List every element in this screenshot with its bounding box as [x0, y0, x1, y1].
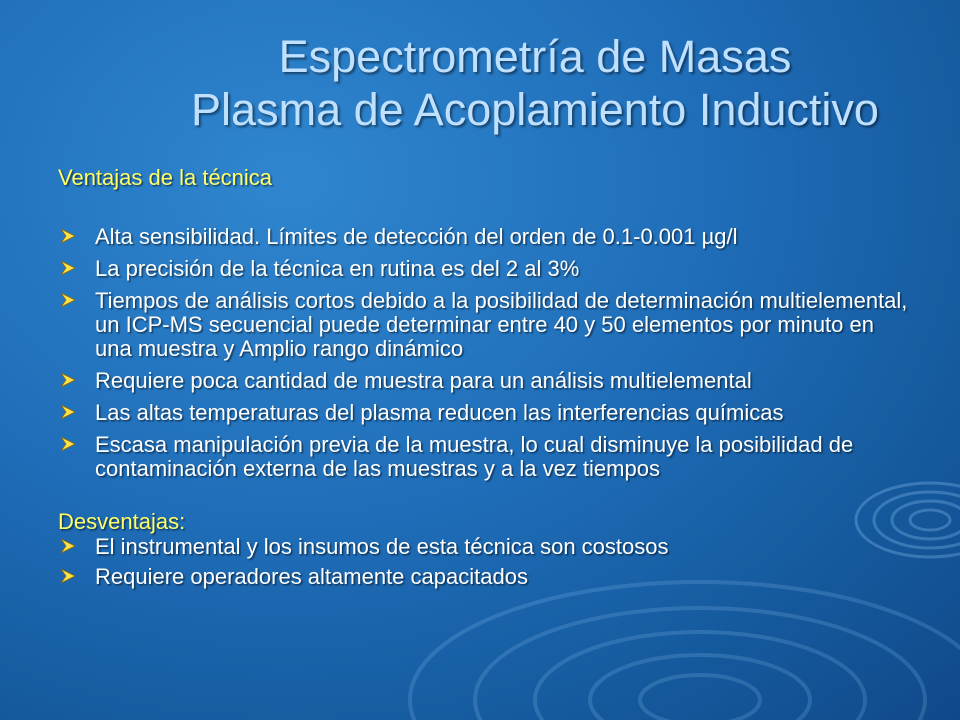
- list-item: [58, 257, 908, 281]
- list-item-text: La precisión de la técnica en rutina es del 2 al 3%: [95, 256, 580, 281]
- list-item-text: Requiere operadores altamente capacitados: [95, 564, 528, 589]
- list-item-text: Requiere poca cantidad de muestra para un análisis multielemental: [95, 368, 752, 393]
- arrowhead-bullet-icon: [60, 372, 76, 388]
- slide-body: [58, 165, 908, 595]
- list-item: [58, 369, 908, 393]
- list-item-text: Las altas temperaturas del plasma reducen las interferencias químicas: [95, 400, 784, 425]
- advantages-heading: Ventajas de la técnica: [58, 165, 273, 190]
- disadvantages-heading: Desventajas:: [58, 509, 186, 534]
- list-item: [58, 401, 908, 425]
- list-item-text: Escasa manipulación previa de la muestra, lo cual disminuye la posibilidad de contaminación externa de las muestras y a la vez tiempos: [95, 432, 854, 481]
- slide-title: [0, 30, 960, 136]
- list-item: [58, 535, 908, 559]
- title-line-1: Espectrometría de Masas: [278, 31, 792, 82]
- arrowhead-bullet-icon: [60, 260, 76, 276]
- list-item-text: Tiempos de análisis cortos debido a la posibilidad de determinación multielemental, un ICP-MS secuencial puede determinar entre 40 y 50 elementos por minuto en una muestra y Amplio rango dinámico: [95, 288, 908, 361]
- advantages-list: [58, 225, 908, 481]
- arrowhead-bullet-icon: [60, 228, 76, 244]
- arrowhead-bullet-icon: [60, 436, 76, 452]
- arrowhead-bullet-icon: [60, 568, 76, 584]
- arrowhead-bullet-icon: [60, 404, 76, 420]
- arrowhead-bullet-icon: [60, 292, 76, 308]
- arrowhead-bullet-icon: [60, 538, 76, 554]
- disadvantages-list: [58, 535, 908, 589]
- list-item: [58, 433, 908, 481]
- list-item: [58, 225, 908, 249]
- list-item: [58, 289, 908, 361]
- list-item: [58, 565, 908, 589]
- list-item-text: Alta sensibilidad. Límites de detección del orden de 0.1-0.001 µg/l: [95, 224, 738, 249]
- title-line-2: Plasma de Acoplamiento Inductivo: [191, 84, 879, 135]
- list-item-text: El instrumental y los insumos de esta técnica son costosos: [95, 534, 669, 559]
